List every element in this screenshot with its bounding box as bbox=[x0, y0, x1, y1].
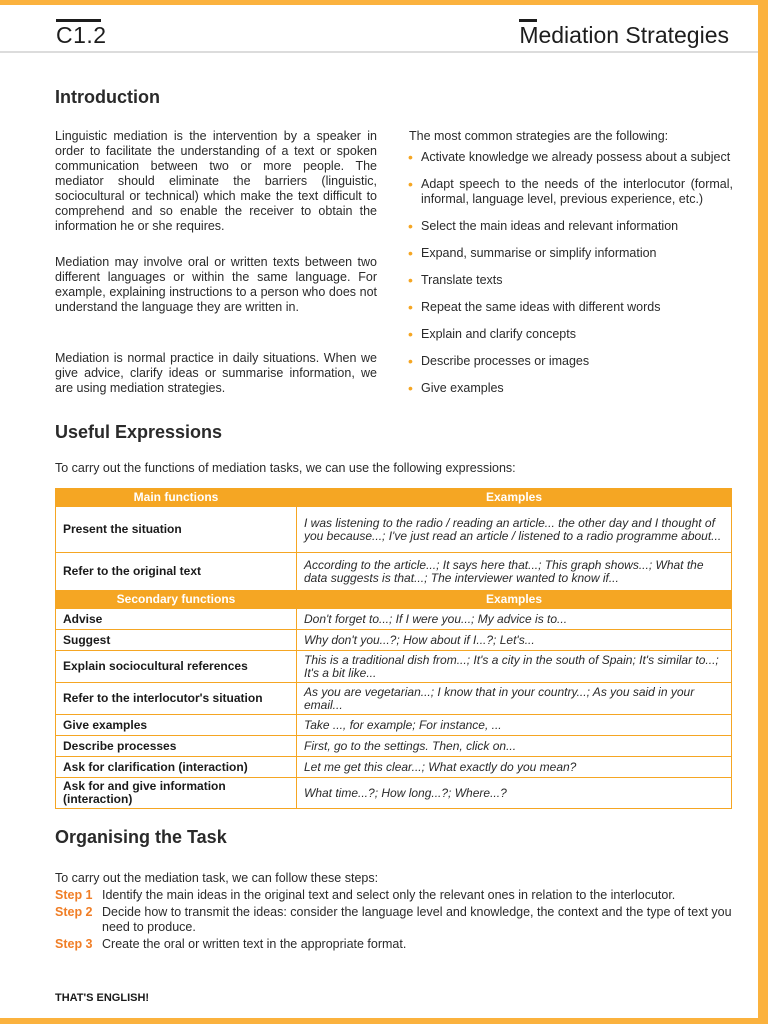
level-label: C1.2 bbox=[56, 22, 107, 48]
main-functions-header: Main functions bbox=[56, 489, 297, 507]
strategies-intro: The most common strategies are the following: bbox=[409, 129, 669, 143]
strategy-item: • Activate knowledge we already possess about a subject bbox=[407, 150, 733, 165]
step-item bbox=[55, 905, 735, 935]
function-cell: Ask for clarification (interaction) bbox=[56, 757, 297, 778]
introduction-heading: Introduction bbox=[55, 87, 160, 107]
strategy-item: • Repeat the same ideas with different words bbox=[407, 300, 733, 315]
table-row bbox=[56, 757, 732, 778]
function-cell: Describe processes bbox=[56, 736, 297, 757]
example-cell: According to the article...; It says here that...; This graph shows...; What the data suggests is that...; The interviewer wanted to know if... bbox=[297, 553, 732, 591]
example-cell: I was listening to the radio / reading an article... the other day and I thought of you because...; I've just read an article / listened to a radio programme about... bbox=[297, 507, 732, 553]
secondary-functions-header: Secondary functions bbox=[56, 591, 297, 609]
example-cell: This is a traditional dish from...; It's a city in the south of Spain; It's similar to...; It's a bit like... bbox=[297, 651, 732, 683]
steps-section bbox=[55, 871, 735, 952]
strategy-item: • Translate texts bbox=[407, 273, 733, 288]
organising-heading: Organising the Task bbox=[55, 827, 227, 847]
expressions-table bbox=[55, 488, 732, 809]
header-divider bbox=[0, 51, 758, 53]
table-row bbox=[56, 778, 732, 809]
step-label: Step 1 bbox=[55, 888, 93, 902]
strategy-item: • Adapt speech to the needs of the interlocutor (formal, informal, language level, previous experience, etc.) bbox=[407, 177, 733, 207]
table-row bbox=[56, 683, 732, 715]
useful-expressions-heading: Useful Expressions bbox=[55, 422, 223, 442]
function-cell: Refer to the original text bbox=[56, 553, 297, 591]
main-functions-header-row bbox=[56, 489, 732, 507]
examples-header: Examples bbox=[297, 591, 732, 609]
step-text: Identify the main ideas in the original text and select only the relevant ones in relation to the interlocutor. bbox=[102, 888, 676, 902]
table-row bbox=[56, 651, 732, 683]
document-page bbox=[0, 5, 758, 1018]
step-label: Step 3 bbox=[55, 937, 93, 951]
useful-expressions-intro: To carry out the functions of mediation tasks, we can use the following expressions: bbox=[55, 461, 516, 475]
intro-paragraph-1: Linguistic mediation is the intervention by a speaker in order to facilitate the understanding of a text or spoken communication between two or more people. The mediator should eliminate the barriers (linguistic, sociocultural or technical) which make the text difficult to comprehend and so enable the receiver to obtain the information he or she requires. bbox=[55, 129, 377, 233]
page-title: Mediation Strategies bbox=[519, 22, 729, 48]
intro-paragraph-2: Mediation may involve oral or written texts between two different languages or within the same language. For example, explaining instructions to a person who does not understand the language they are written in. bbox=[55, 255, 377, 314]
steps-intro: To carry out the mediation task, we can follow these steps: bbox=[55, 871, 379, 885]
table-row bbox=[56, 609, 732, 630]
step-text: Create the oral or written text in the appropriate format. bbox=[102, 937, 407, 951]
example-cell: First, go to the settings. Then, click on... bbox=[297, 736, 732, 757]
function-cell: Present the situation bbox=[56, 507, 297, 553]
step-label: Step 2 bbox=[55, 905, 93, 919]
table-row bbox=[56, 553, 732, 591]
secondary-functions-header-row bbox=[56, 591, 732, 609]
example-cell: Let me get this clear...; What exactly do you mean? bbox=[297, 757, 732, 778]
function-cell: Explain sociocultural references bbox=[56, 651, 297, 683]
step-item bbox=[55, 888, 735, 903]
example-cell: Don't forget to...; If I were you...; My advice is to... bbox=[297, 609, 732, 630]
function-cell: Refer to the interlocutor's situation bbox=[56, 683, 297, 715]
example-cell: Why don't you...?; How about if I...?; Let's... bbox=[297, 630, 732, 651]
table-row bbox=[56, 736, 732, 757]
table-row bbox=[56, 507, 732, 553]
example-cell: Take ..., for example; For instance, ... bbox=[297, 715, 732, 736]
table-row bbox=[56, 715, 732, 736]
strategy-item: • Describe processes or images bbox=[407, 354, 733, 369]
strategy-item: • Explain and clarify concepts bbox=[407, 327, 733, 342]
step-item bbox=[55, 937, 735, 952]
function-cell: Suggest bbox=[56, 630, 297, 651]
examples-header: Examples bbox=[297, 489, 732, 507]
footer-brand: THAT'S ENGLISH! bbox=[55, 992, 150, 1004]
function-cell: Give examples bbox=[56, 715, 297, 736]
function-cell: Ask for and give information (interaction) bbox=[56, 778, 297, 809]
example-cell: As you are vegetarian...; I know that in your country...; As you said in your email... bbox=[297, 683, 732, 715]
strategy-item: • Give examples bbox=[407, 381, 733, 396]
step-text: Decide how to transmit the ideas: consider the language level and knowledge, the context and the type of text you need to produce. bbox=[102, 905, 732, 934]
function-cell: Advise bbox=[56, 609, 297, 630]
strategies-list bbox=[407, 150, 733, 408]
example-cell: What time...?; How long...?; Where...? bbox=[297, 778, 732, 809]
intro-paragraph-3: Mediation is normal practice in daily situations. When we give advice, clarify ideas or summarise information, we are using mediation strategies. bbox=[55, 351, 377, 395]
table-row bbox=[56, 630, 732, 651]
strategy-item: • Expand, summarise or simplify information bbox=[407, 246, 733, 261]
strategy-item: • Select the main ideas and relevant information bbox=[407, 219, 733, 234]
